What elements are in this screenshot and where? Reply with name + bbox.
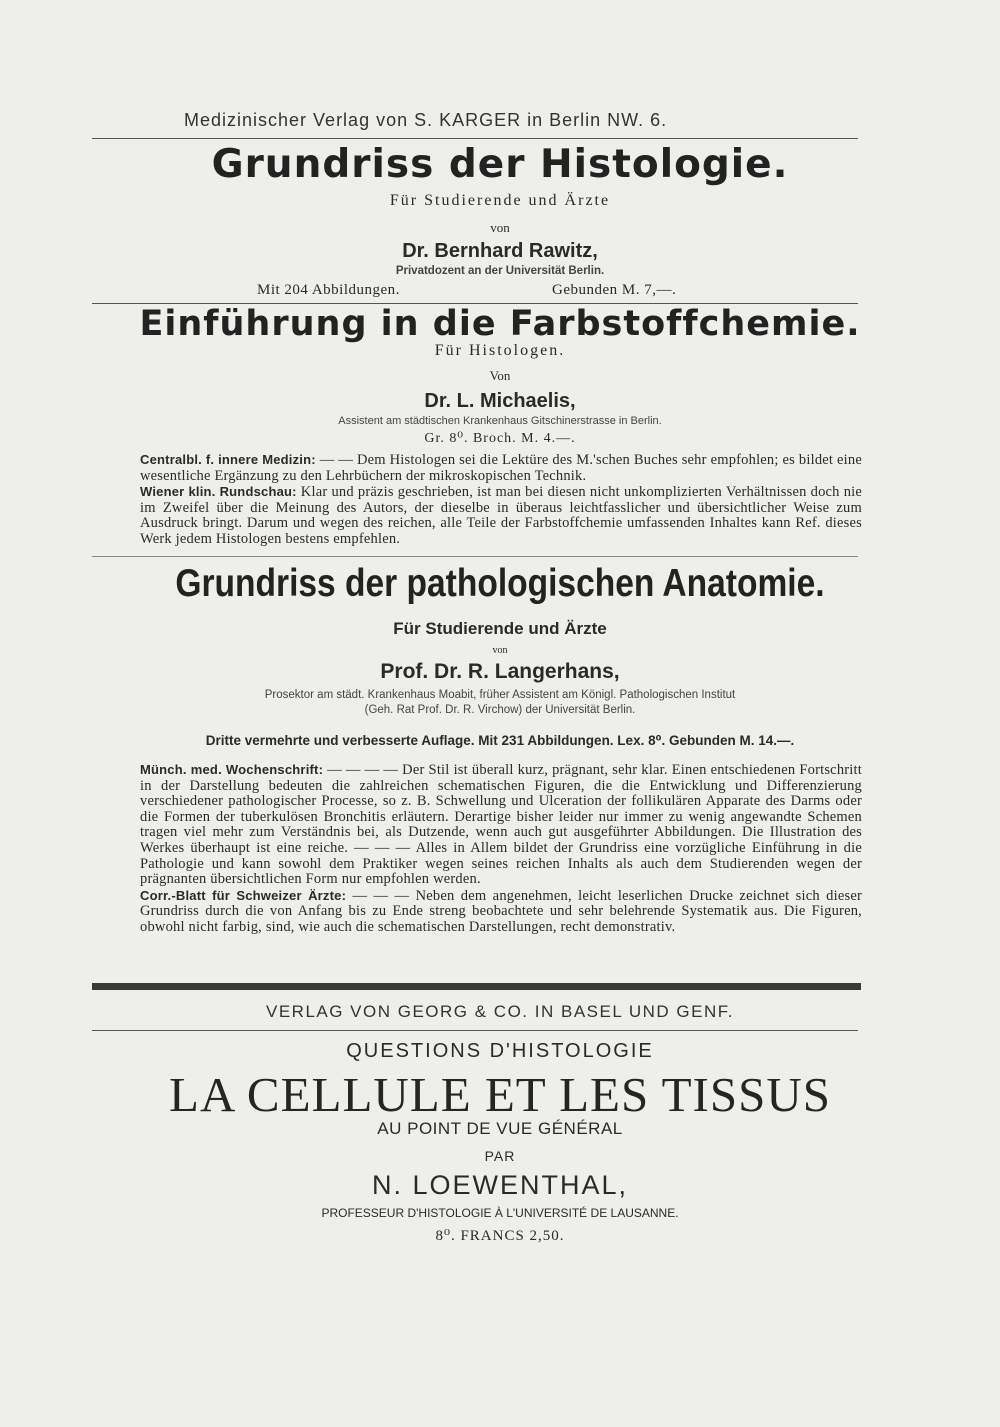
book1-price: Gebunden M. 7,—. (552, 282, 677, 298)
georg-title: LA CELLULE ET LES TISSUS (169, 1067, 831, 1122)
review-text: — — Dem Histologen sei die Lektüre des M.'schen Buches sehr empfohlen; es bildet eine wesentliche Ergänzung zu den Lehrbüchern der mikroskopischen Technik. (140, 452, 862, 484)
georg-subtitle: AU POINT DE VUE GÉNÉRAL (377, 1119, 623, 1138)
review-source: Wiener klin. Rundschau: (140, 484, 297, 500)
book2-author: Dr. L. Michaelis, (424, 390, 576, 412)
book3-author-role-1: Prosektor am städt. Krankenhaus Moabit, früher Assistent am Königl. Pathologischen Institut (264, 689, 736, 701)
divider (92, 138, 858, 139)
divider (92, 556, 858, 557)
book2-von: Von (489, 368, 511, 383)
review-source: Münch. med. Wochenschrift: (140, 762, 324, 777)
georg-price: 8⁰. FRANCS 2,50. (435, 1228, 565, 1244)
review-corr-blatt (90, 888, 862, 936)
review-muench (90, 762, 862, 888)
georg-par: PAR (484, 1148, 516, 1164)
book3-von: von (492, 645, 508, 656)
book1-author-role: Privatdozent an der Universität Berlin. (395, 265, 605, 277)
review-wiener (90, 484, 862, 547)
book3-subtitle: Für Studierende und Ärzte (393, 619, 607, 638)
publisher-line-georg: VERLAG VON GEORG & CO. IN BASEL UND GENF. (265, 1002, 734, 1021)
book2-author-role: Assistent am städtischen Krankenhaus Gitschinerstrasse in Berlin. (338, 415, 662, 427)
review-source: Corr.-Blatt für Schweizer Ärzte: (140, 887, 347, 903)
book2-subtitle: Für Histologen. (434, 342, 566, 359)
review-source: Centralbl. f. innere Medizin: (140, 452, 316, 467)
book2-reviews (90, 452, 862, 548)
divider (92, 1030, 858, 1031)
book1-title: Grundriss der Histologie. (211, 142, 789, 187)
book2-format: Gr. 8⁰. Broch. M. 4.—. (424, 431, 576, 446)
georg-author-role: PROFESSEUR D'HISTOLOGIE À L'UNIVERSITÉ DE LAUSANNE. (321, 1206, 679, 1220)
review-centralbl (90, 452, 862, 484)
book3-title (0, 562, 1000, 606)
review-text: Klar und präzis geschrieben, ist man bei diesen nicht unkomplizierten Verhältnissen doch nie im Zweifel über die Meinung des Autors, der dieselbe in überaus leichtfasslicher und übersichtlicher Weise zum Ausdruck bringt. Darum und wegen des reichen, alle Teile der Farbstoffchemie umfassenden Inhaltes kann Ref. dieses Werk jedem Histologen bestens empfehlen. (140, 484, 863, 547)
book1-subtitle: Für Studierende und Ärzte (389, 192, 611, 209)
book2-title: Einführung in die Farbstoffchemie. (139, 304, 861, 344)
publisher-line-karger: Medizinischer Verlag von S. KARGER in Berlin NW. 6. (184, 110, 668, 130)
thick-divider (92, 983, 861, 990)
book3-edition: Dritte vermehrte und verbesserte Auflage. Mit 231 Abbildungen. Lex. 8⁰. Gebunden M. 14.—. (205, 733, 795, 748)
book3-author-role-2: (Geh. Rat Prof. Dr. R. Virchow) der Universität Berlin. (364, 704, 636, 716)
georg-series: QUESTIONS D'HISTOLOGIE (346, 1040, 654, 1062)
review-text: — — — Neben dem angenehmen, leicht leserlichen Drucke zeichnet sich dieser Grundriss durch die von Anfang bis zu Ende streng beobachtete und sehr belehrende Systematik aus. Die Figuren, obwohl nicht farbig, sind, wie auch die schematischen Darstellungen, recht demonstrativ. (140, 887, 862, 935)
book3-title-text: Grundriss der pathologischen Anatomie. (175, 562, 825, 605)
book1-von: von (490, 220, 510, 235)
book3-author: Prof. Dr. R. Langerhans, (380, 660, 620, 683)
book1-illustrations: Mit 204 Abbildungen. (257, 282, 400, 298)
book1-author: Dr. Bernhard Rawitz, (402, 240, 598, 262)
book3-reviews (90, 762, 862, 936)
review-text: — — — — Der Stil ist überall kurz, prägnant, sehr klar. Einen entschiedenen Fortschritt in der Darstellung bedeuten die zahlreichen schematischen Figuren, die die Entwicklung und Differenzierung verschiedener pathologischer Processe, so z. B. Schwellung und Ulceration der follikulären Apparate des Darms oder die Formen der tuberkulösen Bronchitis erläutern. Derartige bisher leider nur immer zu wenig angewandte Schemen tragen viel mehr zum Verständnis bei, als Dutzende, wenn auch gut ausgeführter Abbildungen. Die Illustration des Werkes überhaupt ist eine reiche. — — — Alles in Allem bildet der Grundriss eine vorzügliche Einführung in die Pathologie und kann sowohl dem Praktiker wegen seines reichen Inhalts als auch dem Studierenden wegen der prägnanten übersichtlichen Form nur empfohlen werden. (140, 762, 862, 888)
georg-author: N. LOEWENTHAL, (371, 1170, 629, 1200)
